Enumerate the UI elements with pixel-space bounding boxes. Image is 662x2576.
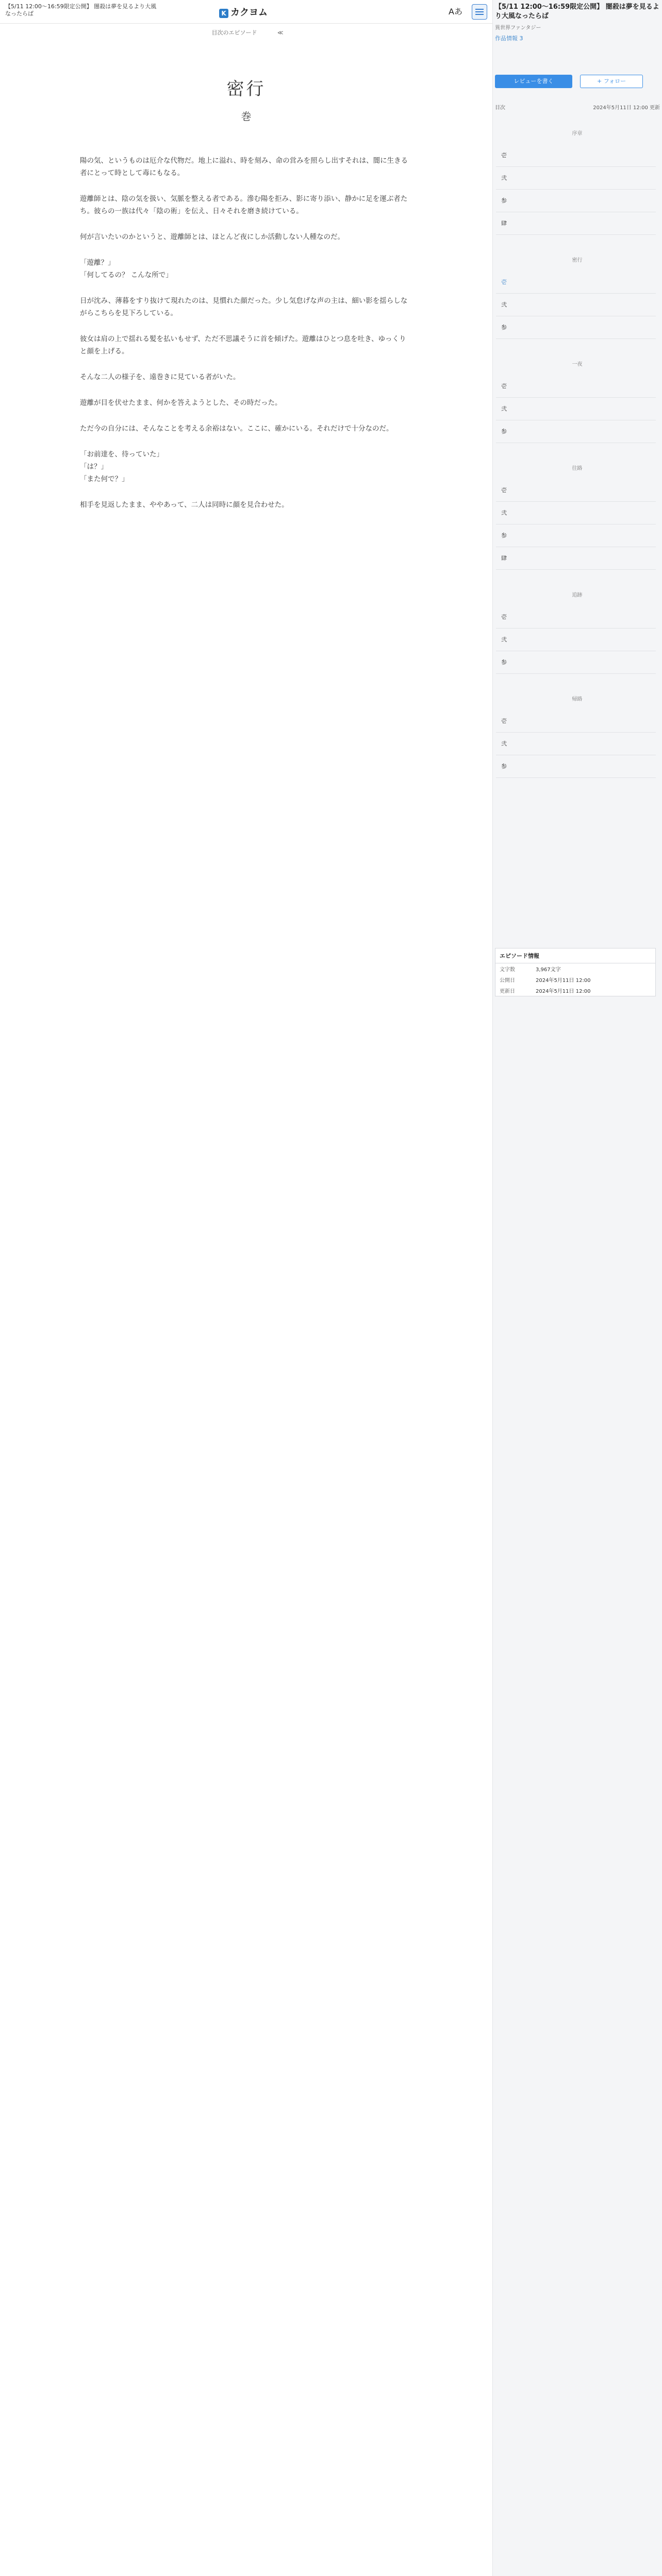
info-row: 文字数 3,967文字 [500,967,561,973]
story-paragraph: そんな二人の様子を、遠巻きに見ている者がいた。 [80,373,240,381]
toc-item[interactable]: 参 [496,651,656,674]
menu-icon[interactable] [472,4,487,20]
story-paragraph: 日が沈み、薄暮をすり抜けて現れたのは、見慣れた顔だった。少し気怠げな声の主は、細い影を揺らしながらこちらを見下ろしている。 [80,297,408,317]
toc-item[interactable]: 参 [496,190,656,212]
promo-text[interactable]: 【5/11 12:00〜16:59限定公開】 闇殺は夢を見るより大風なったらば [5,3,157,17]
toc-item[interactable]: 弐 [496,167,656,190]
toc-item[interactable]: 壱 [496,710,656,733]
toc-link[interactable]: 目次のエピソード [211,29,257,36]
toc-item[interactable]: 弐 [496,398,656,420]
info-row: 更新日 2024年5月11日 12:00 [500,989,591,994]
toc-item[interactable]: 壱 [496,606,656,629]
toc-item[interactable]: 参 [496,755,656,778]
toc-group-title: 密行 [572,258,583,263]
episode-info [495,948,656,996]
logo-text: カクヨム [230,7,268,18]
collapse-icon[interactable]: ≪ [277,29,284,36]
work-info-link[interactable]: 作品情報 3 [495,35,523,42]
story-paragraph: 彼女は肩の上で揺れる髪を払いもせず、ただ不思議そうに首を傾げた。遊離はひとつ息を吐き、ゆっくりと顔を上げる。 [80,335,406,355]
toc-group-title: 一夜 [572,362,583,367]
review-button[interactable]: レビューを書く [495,75,572,88]
toc-item[interactable]: 壱 [496,375,656,398]
toc-group-title: 往路 [572,466,583,471]
toc-item[interactable]: 参 [496,420,656,443]
logo-mark-icon: K [219,9,228,18]
text-size-icon[interactable]: Aあ [449,7,462,16]
sidebar-header [495,3,660,42]
toc-item[interactable]: 参 [496,524,656,547]
story-body [80,155,412,524]
toc-item[interactable]: 肆 [496,547,656,570]
toc-group-title: 追跡 [572,592,583,598]
toc-item[interactable]: 弐 [496,733,656,755]
story-paragraph: 「お前達を、待っていた」 「は？」 「また何で？」 [80,450,163,483]
toc-group-title: 帰路 [572,697,583,702]
sidebar-buttons [495,75,643,88]
toc-item[interactable]: 弐 [496,629,656,651]
story-paragraph: 「遊離？」 「何してるの？ こんな所で」 [80,259,173,279]
story-paragraph: 陽の気、というものは厄介な代物だ。地上に溢れ、時を刻み、命の営みを照らし出すそれは、闇に生きる者にとって時として毒にもなる。 [80,157,408,177]
toc-item[interactable]: 肆 [496,212,656,235]
episode-nav [155,28,340,41]
chapter-label: 巻 [241,110,252,123]
toc-item[interactable]: 壱 [496,479,656,502]
toc-item[interactable]: 壱 [496,271,656,294]
story-paragraph: 遊離が目を伏せたまま、何かを答えようとした、その時だった。 [80,399,282,407]
top-bar [0,0,492,24]
site-logo[interactable] [219,5,268,19]
work-genre: 異世界ファンタジー [495,25,541,31]
story-paragraph: 遊離師とは、陰の気を扱い、気脈を整える者である。滲む陽を拒み、影に寄り添い、静かに足を運ぶ者たち。彼らの一族は代々「陰の術」を伝え、日々それを磨き続けている。 [80,195,408,215]
info-row: 公開日 2024年5月11日 12:00 [500,978,591,984]
episode-title: 密行 [226,79,266,99]
toc-item[interactable]: 壱 [496,144,656,167]
toc-group-title: 序章 [572,131,583,137]
story-paragraph: 何が言いたいのかというと、遊離師とは、ほとんど夜にしか活動しない人種なのだ。 [80,233,344,241]
toc-item[interactable]: 弐 [496,502,656,524]
toc-label: 目次 [495,105,505,111]
update-date: 2024年5月11日 12:00 更新 [593,105,660,111]
toc-item[interactable]: 弐 [496,294,656,316]
story-paragraph: 相手を見返したまま、ややあって、二人は同時に顔を見合わせた。 [80,501,289,509]
story-paragraph: ただ今の自分には、そんなことを考える余裕はない。ここに、確かにいる。それだけで十分なのだ。 [80,425,393,433]
follow-button[interactable]: + フォロー [580,75,643,88]
sidebar-meta [495,103,660,111]
episode-info-heading: エピソード情報 [495,948,655,963]
toc-item[interactable]: 参 [496,316,656,339]
work-title[interactable]: 【5/11 12:00〜16:59限定公開】 闇殺は夢を見るより大風なったらば [495,3,659,20]
